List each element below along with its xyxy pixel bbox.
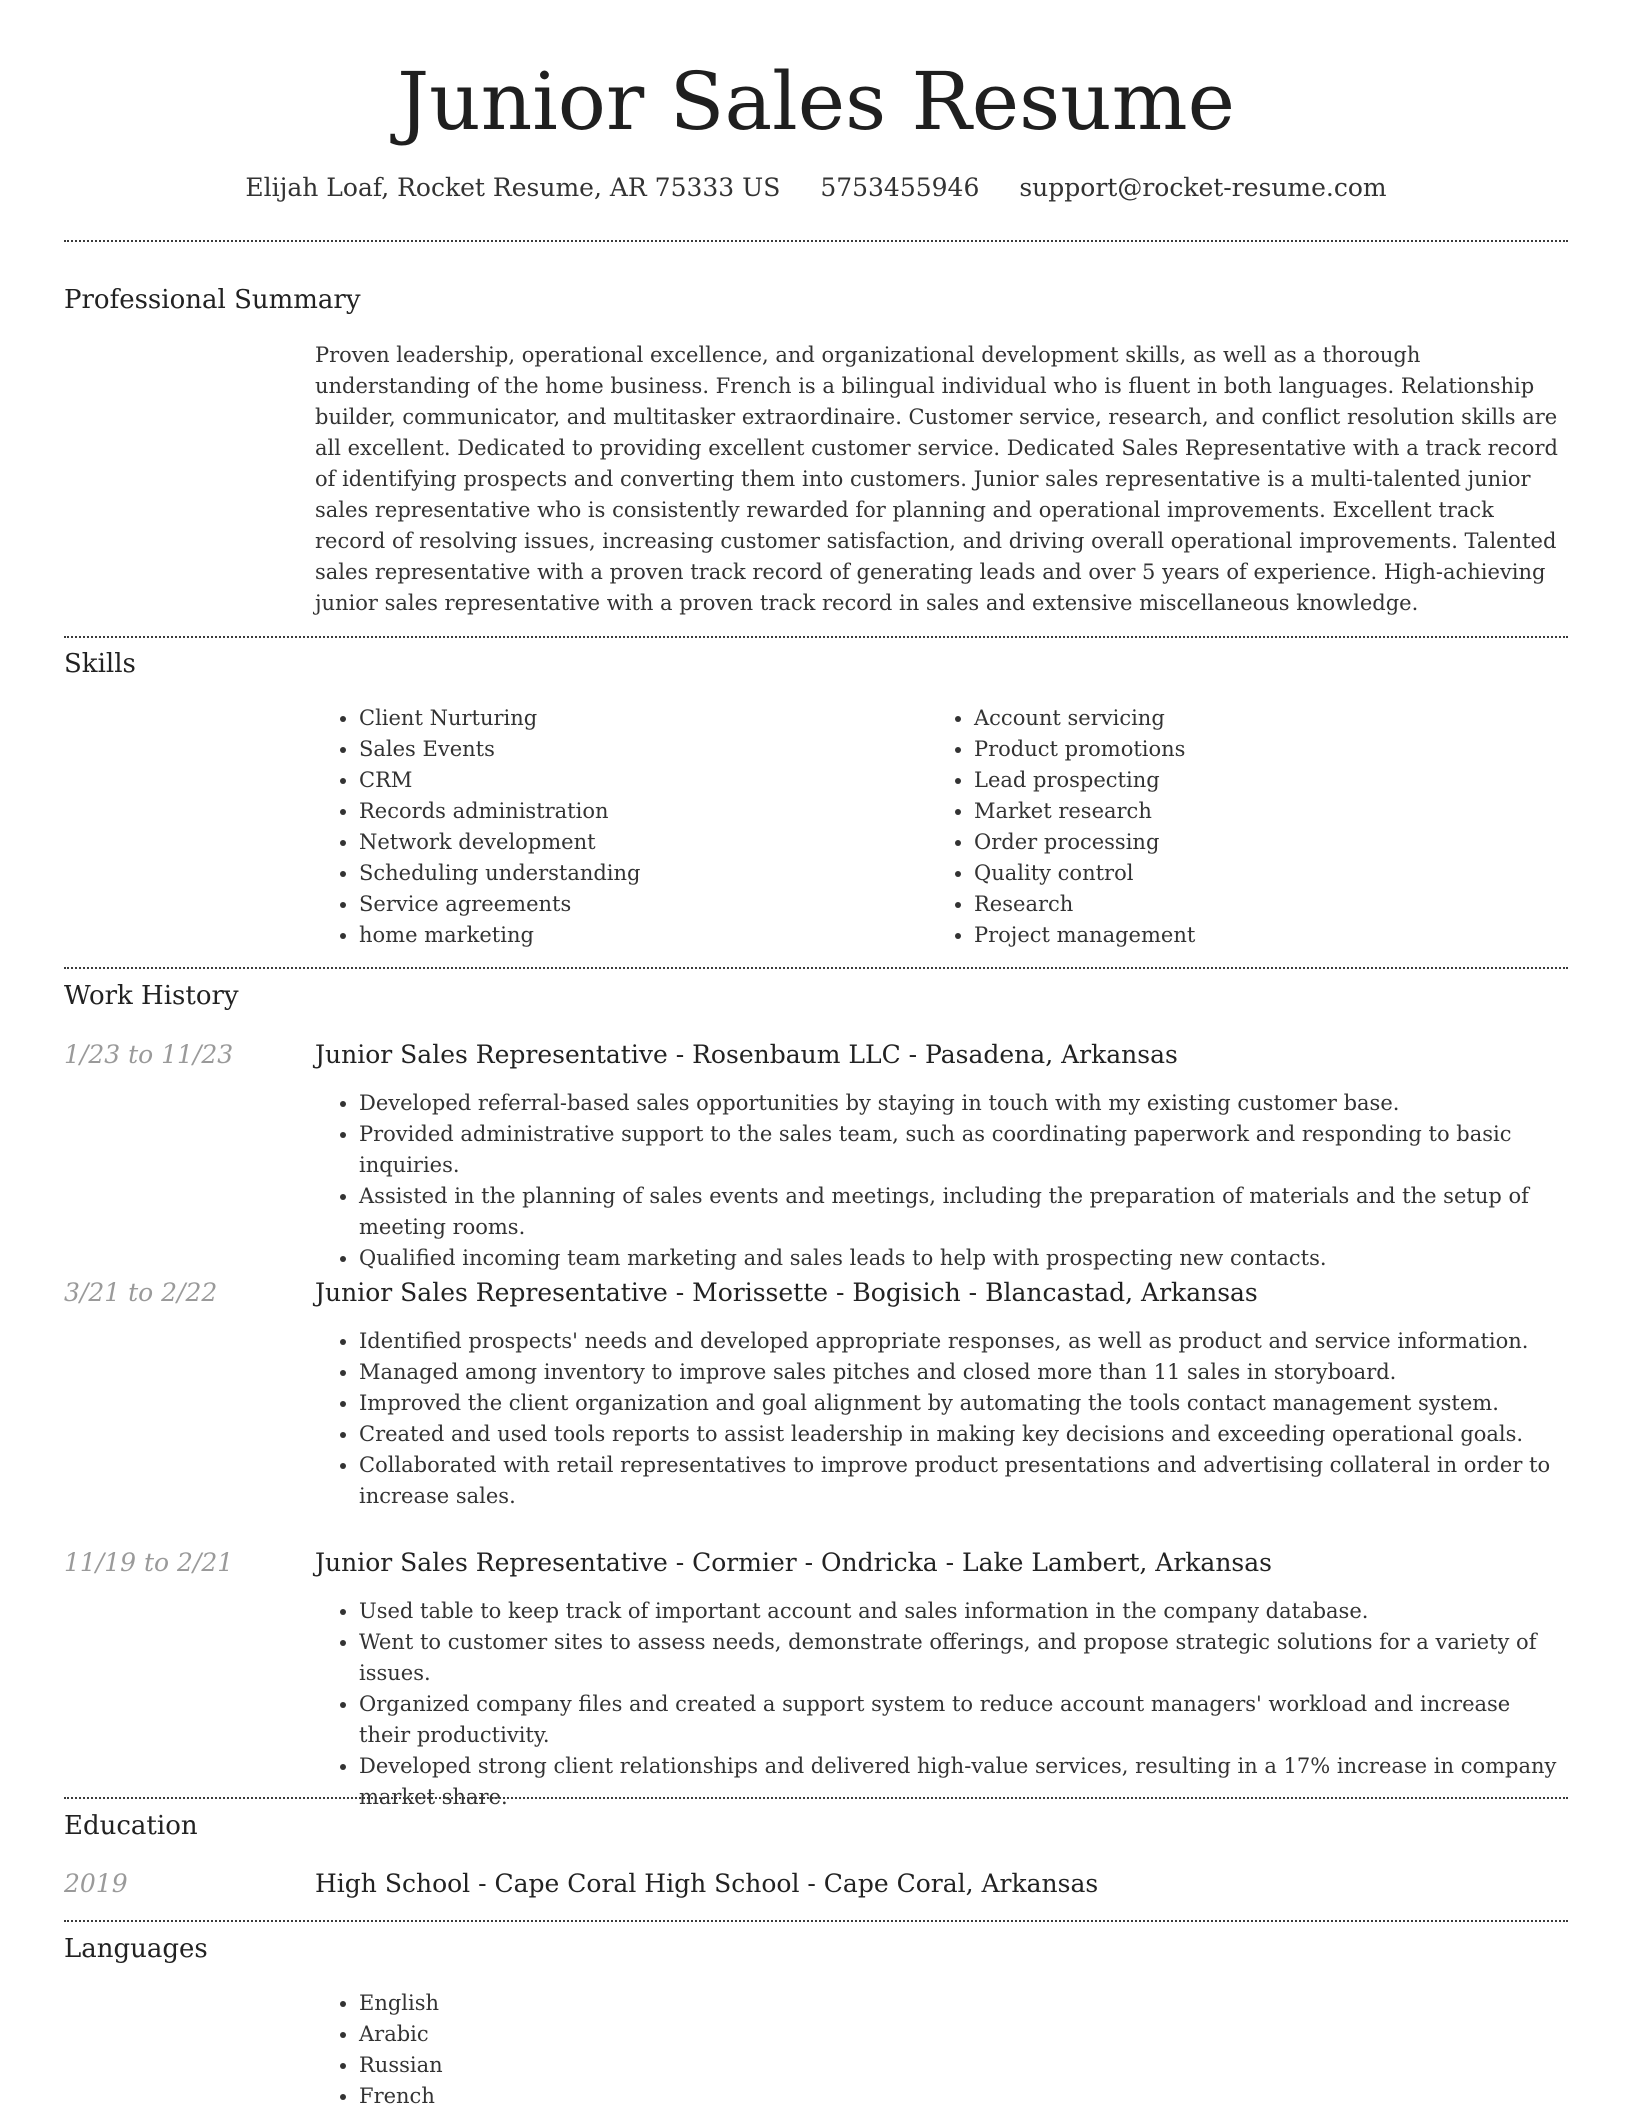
divider [64,636,1568,638]
language-item: • Arabic [359,2019,1568,2050]
job-bullets [315,1088,1568,1274]
job-title: Junior Sales Representative - Morissette - Bogisich - Blancastad, Arkansas [315,1278,1258,1307]
job-bullet: • Developed strong client relationships and delivered high-value services, resulting in a 17% increase in company market share. [359,1751,1568,1813]
skill-item: • Account servicing [974,703,1530,734]
job-title: Junior Sales Representative - Cormier - Ondricka - Lake Lambert, Arkansas [315,1548,1272,1577]
job-dates: 3/21 to 2/22 [64,1278,218,1307]
divider [64,967,1568,969]
job-bullet: • Went to customer sites to assess needs, demonstrate offerings, and propose strategic solutions for a variety of issues. [359,1627,1568,1689]
work-heading: Work History [64,981,239,1011]
summary-section [315,340,1568,619]
language-item: • English [359,1988,1568,2019]
job-title: Junior Sales Representative - Rosenbaum LLC - Pasadena, Arkansas [315,1040,1178,1069]
skill-item: • Service agreements [359,889,915,920]
summary-text: Proven leadership, operational excellence, and organizational development skills, as well as a thorough understanding of the home business. French is a bilingual individual who is fluent in both languages. Relationship builder, communicator, and multitasker extraordinaire. Customer service, research, and conflict resolution skills are all excellent. Dedicated to providing excellent customer service. Dedicated Sales Representative with a track record of identifying prospects and converting them into customers. Junior sales representative is a multi-talented junior sales representative who is consistently rewarded for planning and operational improvements. Excellent track record of resolving issues, increasing customer satisfaction, and driving overall operational improvements. Talented sales representative with a proven track record of generating leads and over 5 years of experience. High-achieving junior sales representative with a proven track record in sales and extensive miscellaneous knowledge. [315,343,1558,615]
summary-heading: Professional Summary [64,285,361,315]
job-bullet: • Organized company files and created a support system to reduce account managers' workload and increase their productivity. [359,1689,1568,1751]
job-dates: 1/23 to 11/23 [64,1040,234,1069]
job-bullet: • Managed among inventory to improve sales pitches and closed more than 11 sales in storyboard. [359,1357,1568,1388]
skill-item: • Lead prospecting [974,765,1530,796]
skill-item: • Records administration [359,796,915,827]
divider [64,240,1568,242]
contact-email: support@rocket-resume.com [1019,173,1387,202]
resume-title: Junior Sales Resume [397,55,1235,148]
contact-phone: 5753455946 [820,173,980,202]
skill-item: • Order processing [974,827,1530,858]
skill-item: • Client Nurturing [359,703,915,734]
skill-item: • Scheduling understanding [359,858,915,889]
skill-item: • Product promotions [974,734,1530,765]
skills-heading: Skills [64,649,136,679]
divider [64,1920,1568,1922]
education-entry: High School - Cape Coral High School - Cape Coral, Arkansas [315,1869,1099,1898]
skills-right-column [930,703,1530,951]
job-bullet: • Qualified incoming team marketing and sales leads to help with prospecting new contacts. [359,1243,1568,1274]
job-bullet: • Used table to keep track of important account and sales information in the company database. [359,1596,1568,1627]
job-bullets [315,1596,1568,1813]
language-item: • French [359,2081,1568,2112]
language-item: • Russian [359,2050,1568,2081]
skill-item: • home marketing [359,920,915,951]
skill-item: • Project management [974,920,1530,951]
job-bullet: • Improved the client organization and goal alignment by automating the tools contact management system. [359,1388,1568,1419]
education-heading: Education [64,1811,198,1841]
job-bullet: • Collaborated with retail representatives to improve product presentations and advertising collateral in order to increase sales. [359,1450,1568,1512]
job-bullet: • Identified prospects' needs and developed appropriate responses, as well as product and service information. [359,1326,1568,1357]
languages-list [315,1988,1568,2112]
languages-heading: Languages [64,1934,208,1964]
job-bullet: • Created and used tools reports to assist leadership in making key decisions and exceeding operational goals. [359,1419,1568,1450]
skill-item: • Market research [974,796,1530,827]
job-bullet: • Assisted in the planning of sales events and meetings, including the preparation of materials and the setup of meeting rooms. [359,1181,1568,1243]
skills-left-column [315,703,915,951]
skill-item: • Sales Events [359,734,915,765]
skill-item: • Research [974,889,1530,920]
contact-line [64,170,1568,206]
education-year: 2019 [64,1869,128,1898]
contact-address: Elijah Loaf, Rocket Resume, AR 75333 US [245,173,781,202]
job-bullet: • Developed referral-based sales opportunities by staying in touch with my existing customer base. [359,1088,1568,1119]
job-bullet: • Provided administrative support to the sales team, such as coordinating paperwork and responding to basic inquiries. [359,1119,1568,1181]
skill-item: • CRM [359,765,915,796]
divider [64,1797,1568,1799]
job-dates: 11/19 to 2/21 [64,1548,234,1577]
skill-item: • Network development [359,827,915,858]
job-bullets [315,1326,1568,1512]
skill-item: • Quality control [974,858,1530,889]
